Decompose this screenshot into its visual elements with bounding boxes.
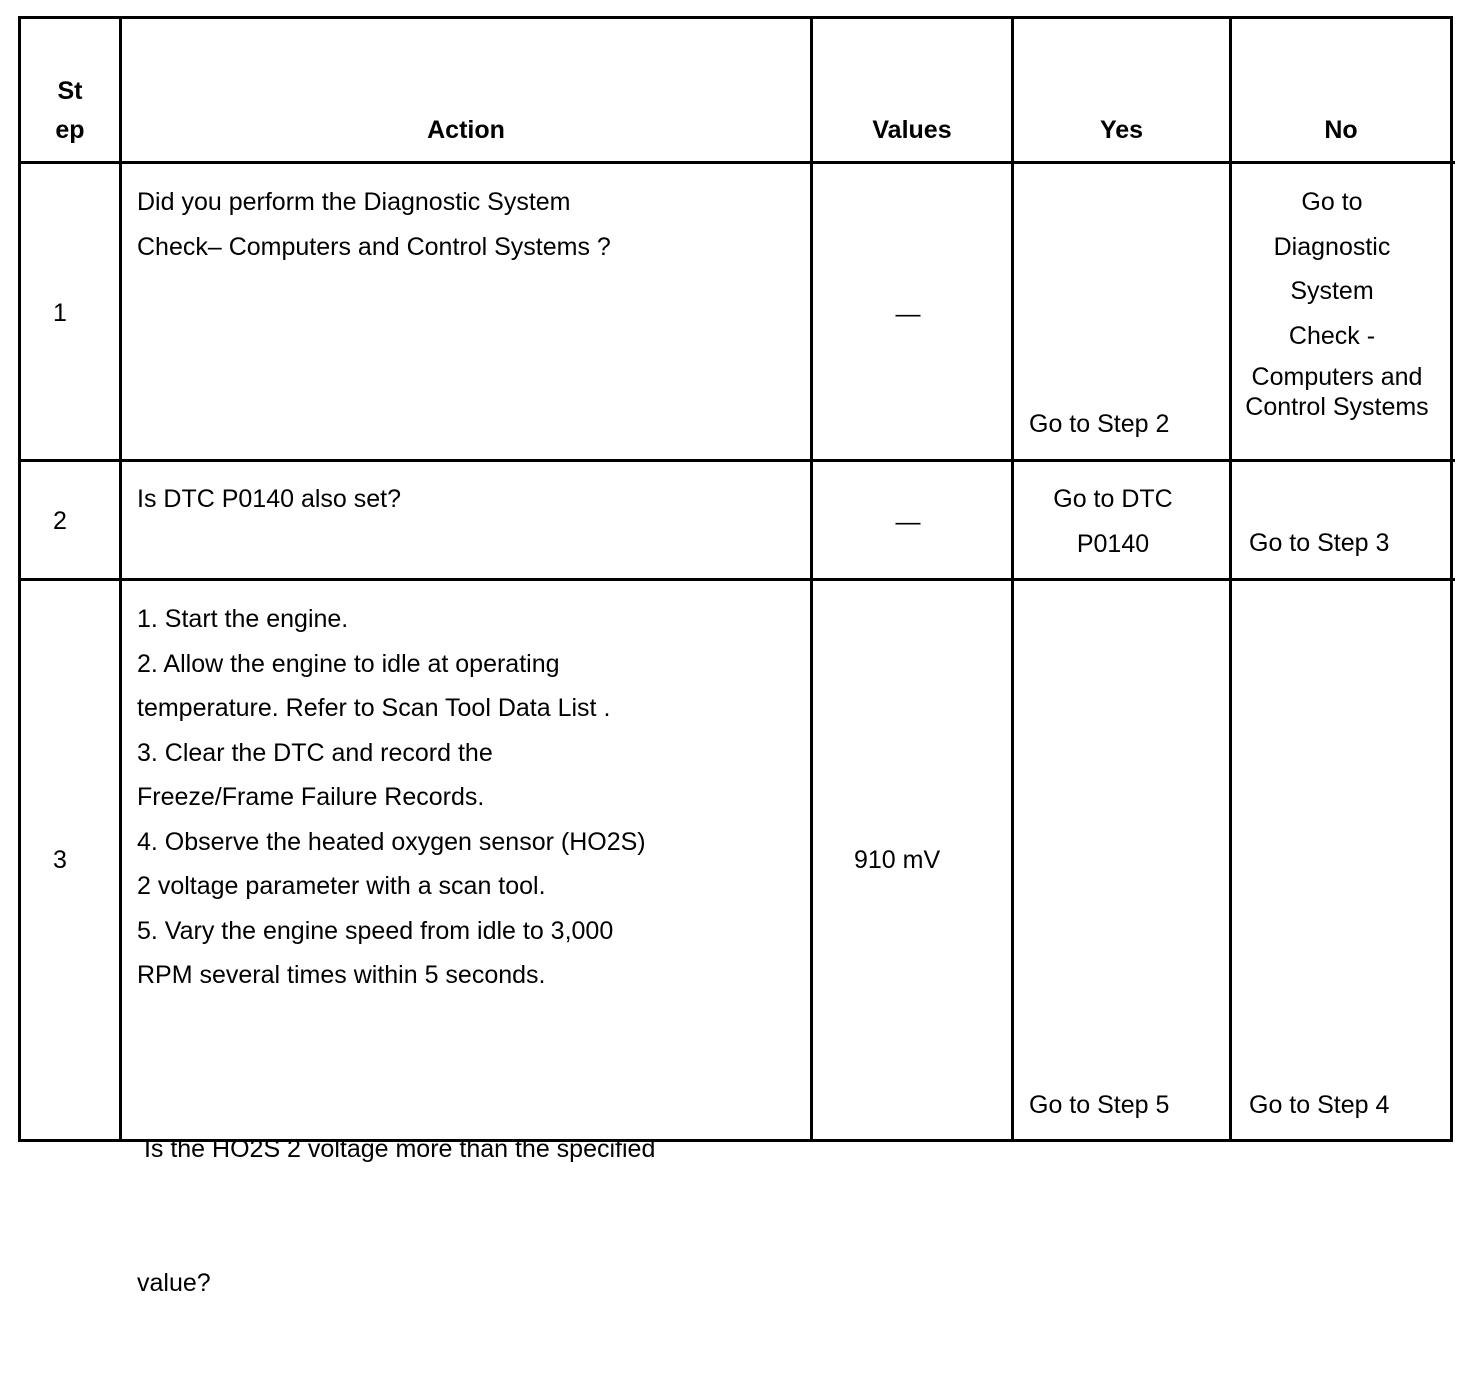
row3-step: 3: [53, 846, 67, 874]
table-border-right: [1450, 16, 1453, 1142]
row-divider-1: [18, 459, 1455, 462]
row2-no: Go to Step 3: [1249, 529, 1390, 557]
row1-no-line2: Diagnostic: [1273, 232, 1391, 261]
col-divider-action: [810, 16, 813, 1142]
diagnostic-table: [18, 16, 1452, 1297]
row3-action-line2: 2. Allow the engine to idle at operating: [137, 649, 560, 678]
row1-action: [137, 180, 611, 269]
row2-yes-line2: P0140: [1076, 529, 1150, 558]
row3-action-line6: 4. Observe the heated oxygen sensor (HO2S): [137, 827, 646, 856]
row2-step: 2: [53, 507, 67, 535]
col-divider-values: [1011, 16, 1014, 1142]
row3-action-line5: Freeze/Frame Failure Records.: [137, 783, 485, 811]
row1-no-tail: [1232, 362, 1442, 422]
row1-action-line1: Did you perform the Diagnostic System: [137, 188, 571, 216]
row1-value: —: [895, 300, 921, 328]
row1-step: 1: [53, 299, 67, 327]
header-action: Action: [427, 116, 505, 144]
header-step-line2: ep: [55, 116, 85, 144]
header-divider: [18, 161, 1455, 164]
row3-action-line4: 3. Clear the DTC and record the: [137, 738, 493, 767]
row3-action-line9: RPM several times within 5 seconds.: [137, 961, 546, 989]
header-step: [21, 72, 119, 150]
row3-question-line1: Is the HO2S 2 voltage more than the specified: [137, 1135, 656, 1163]
row3-action: [137, 597, 646, 998]
row2-yes: [1014, 477, 1212, 566]
table-border-left: [18, 16, 21, 1142]
row3-value: 910 mV: [854, 846, 941, 874]
row1-no-line3: System: [1290, 277, 1374, 305]
header-yes: Yes: [1099, 116, 1144, 144]
row3-yes: Go to Step 5: [1029, 1091, 1170, 1119]
row3-question-line2: value?: [137, 1268, 211, 1297]
row1-no-tail-line2: Control Systems: [1245, 393, 1429, 421]
col-divider-step: [119, 16, 122, 1142]
row2-yes-line1: Go to DTC: [1053, 485, 1173, 513]
row1-yes: Go to Step 2: [1029, 410, 1170, 438]
row-divider-2: [18, 578, 1455, 581]
row2-value: —: [895, 508, 921, 536]
row1-action-line2: Check– Computers and Control Systems ?: [137, 232, 611, 261]
row3-action-line8: 5. Vary the engine speed from idle to 3,000: [137, 916, 614, 945]
header-values: Values: [872, 116, 952, 144]
row3-question: [137, 1038, 655, 1394]
row1-no-line1: Go to: [1301, 188, 1363, 216]
table-border-top: [18, 16, 1452, 19]
row3-action-line7: 2 voltage parameter with a scan tool.: [137, 872, 546, 900]
header-step-line1: St: [57, 77, 83, 105]
row3-action-line1: 1. Start the engine.: [137, 605, 349, 633]
row1-no-line4: Check -: [1288, 321, 1376, 350]
row1-no: [1232, 180, 1432, 358]
row3-action-line3: temperature. Refer to Scan Tool Data List .: [137, 694, 611, 722]
header-no: No: [1324, 116, 1358, 144]
row2-action: [137, 477, 401, 522]
row1-no-tail-line1: Computers and: [1251, 363, 1423, 391]
row3-no: Go to Step 4: [1249, 1091, 1390, 1119]
row2-action-line1: Is DTC P0140 also set?: [137, 485, 402, 513]
